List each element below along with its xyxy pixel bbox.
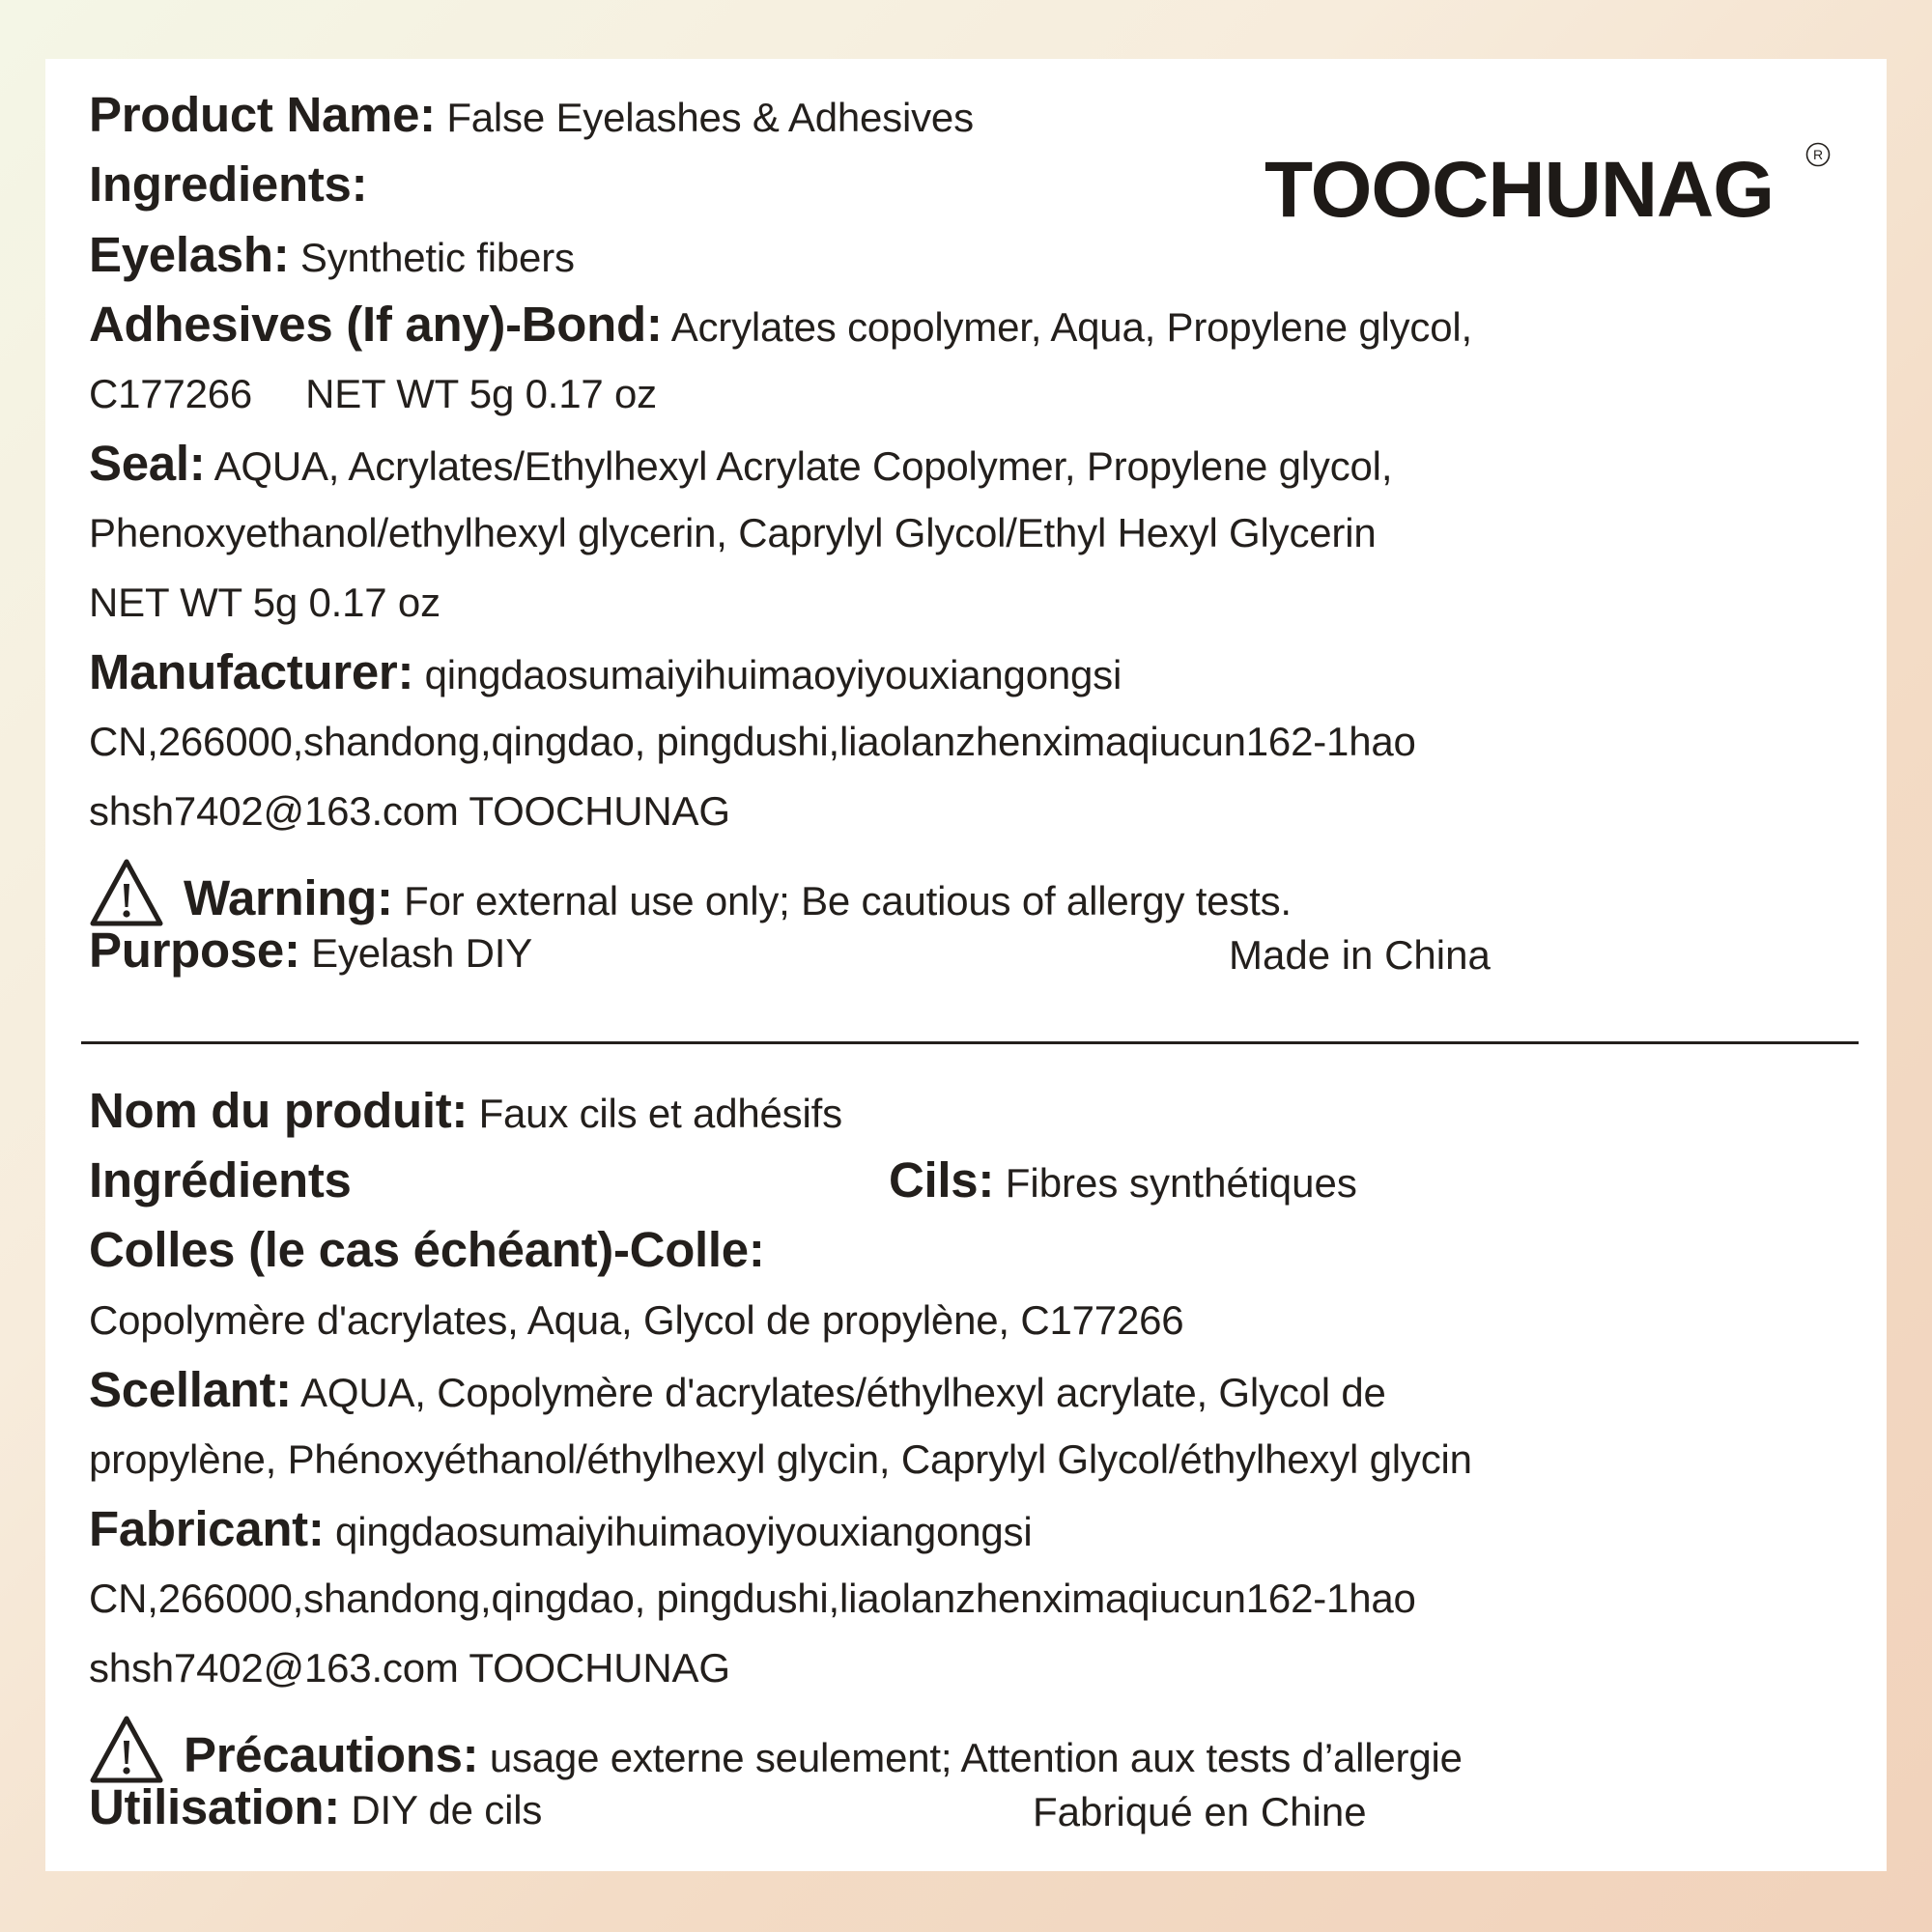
product-name-value: False Eyelashes & Adhesives	[446, 95, 974, 140]
precautions-label: Précautions:	[184, 1727, 479, 1782]
origin-fr-text: Fabriqué en Chine	[1033, 1789, 1367, 1834]
colles-label: Colles (le cas échéant)-Colle:	[89, 1222, 765, 1277]
seal-row	[89, 436, 1393, 491]
utilisation-value: DIY de cils	[351, 1787, 543, 1833]
seal-value: AQUA, Acrylates/Ethylhexyl Acrylate Copolymer, Propylene glycol,	[213, 443, 1393, 489]
manufacturer-label: Manufacturer:	[89, 644, 414, 699]
ingredients-fr-label: Ingrédients	[89, 1152, 352, 1208]
nom-du-produit-row	[89, 1083, 842, 1138]
ingredients-fr-row	[89, 1152, 352, 1208]
precautions-row	[89, 1714, 1463, 1785]
colles-value: Copolymère d'acrylates, Aqua, Glycol de propylène, C177266	[89, 1297, 1184, 1343]
cils-row	[889, 1152, 1357, 1208]
seal-net-weight: NET WT 5g 0.17 oz	[89, 580, 440, 625]
utilisation-row	[89, 1779, 543, 1834]
scellant-value: AQUA, Copolymère d'acrylates/éthylhexyl acrylate, Glycol de	[300, 1370, 1386, 1415]
manufacturer-row	[89, 644, 1122, 699]
manufacturer-address-row	[89, 718, 1416, 766]
label-card	[45, 59, 1887, 1871]
adhesives-label: Adhesives (If any)-Bond:	[89, 297, 663, 352]
scellant-value-2: propylène, Phénoxyéthanol/éthylhexyl glycin, Caprylyl Glycol/éthylhexyl glycin	[89, 1436, 1472, 1482]
purpose-label: Purpose:	[89, 923, 300, 978]
adhesives-value: Acrylates copolymer, Aqua, Propylene glycol,	[670, 304, 1472, 350]
seal-value-2: Phenoxyethanol/ethylhexyl glycerin, Caprylyl Glycol/Ethyl Hexyl Glycerin	[89, 510, 1377, 555]
purpose-value: Eyelash DIY	[311, 930, 533, 976]
nom-du-produit-value: Faux cils et adhésifs	[478, 1091, 842, 1136]
seal-label: Seal:	[89, 436, 206, 491]
precautions-value: usage externe seulement; Attention aux tests d’allergie	[489, 1735, 1463, 1780]
fabricant-address-row	[89, 1575, 1416, 1623]
fabricant-email-row	[89, 1644, 730, 1692]
seal-row-2	[89, 509, 1377, 557]
manufacturer-email: shsh7402@163.com TOOCHUNAG	[89, 788, 730, 834]
registered-mark-icon	[1805, 142, 1831, 167]
manufacturer-value: qingdaosumaiyihuimaoyiyouxiangongsi	[424, 652, 1122, 697]
fabricant-row	[89, 1501, 1033, 1556]
fabricant-address: CN,266000,shandong,qingdao, pingdushi,liaolanzhenximaqiucun162-1hao	[89, 1576, 1416, 1621]
section-divider	[81, 1041, 1859, 1044]
fabricant-label: Fabricant:	[89, 1501, 325, 1556]
seal-row-3	[89, 579, 440, 627]
colles-row	[89, 1222, 765, 1277]
manufacturer-address: CN,266000,shandong,qingdao, pingdushi,liaolanzhenximaqiucun162-1hao	[89, 719, 1416, 764]
fabricant-email: shsh7402@163.com TOOCHUNAG	[89, 1645, 730, 1690]
brand-logo: TOOCHUNAG	[1264, 146, 1775, 234]
purpose-row	[89, 923, 533, 978]
adhesives-row-2	[89, 370, 657, 418]
ingredients-row	[89, 156, 368, 212]
svg-text:R: R	[1812, 147, 1824, 162]
product-name-label: Product Name:	[89, 87, 436, 142]
nom-du-produit-label: Nom du produit:	[89, 1083, 469, 1138]
adhesives-row	[89, 297, 1472, 352]
adhesives-value-2: C177266	[89, 371, 253, 416]
warning-triangle-icon	[89, 857, 164, 928]
eyelash-label: Eyelash:	[89, 227, 290, 282]
warning-triangle-icon	[89, 1714, 164, 1785]
eyelash-value: Synthetic fibers	[299, 235, 575, 280]
warning-row	[89, 857, 1292, 928]
eyelash-row	[89, 227, 575, 282]
adhesives-net-weight: NET WT 5g 0.17 oz	[305, 371, 657, 416]
scellant-row-2	[89, 1435, 1472, 1484]
warning-label: Warning:	[184, 870, 393, 925]
cils-value: Fibres synthétiques	[1005, 1160, 1357, 1206]
product-name-row	[89, 87, 974, 142]
cils-label: Cils:	[889, 1152, 995, 1208]
fabricant-value: qingdaosumaiyihuimaoyiyouxiangongsi	[335, 1509, 1033, 1554]
utilisation-label: Utilisation:	[89, 1779, 340, 1834]
scellant-row	[89, 1362, 1386, 1417]
manufacturer-email-row	[89, 787, 730, 836]
colles-value-row	[89, 1296, 1183, 1345]
warning-value: For external use only; Be cautious of allergy tests.	[404, 878, 1292, 923]
scellant-label: Scellant:	[89, 1362, 292, 1417]
ingredients-label: Ingredients:	[89, 156, 368, 212]
origin-text: Made in China	[1229, 932, 1491, 978]
